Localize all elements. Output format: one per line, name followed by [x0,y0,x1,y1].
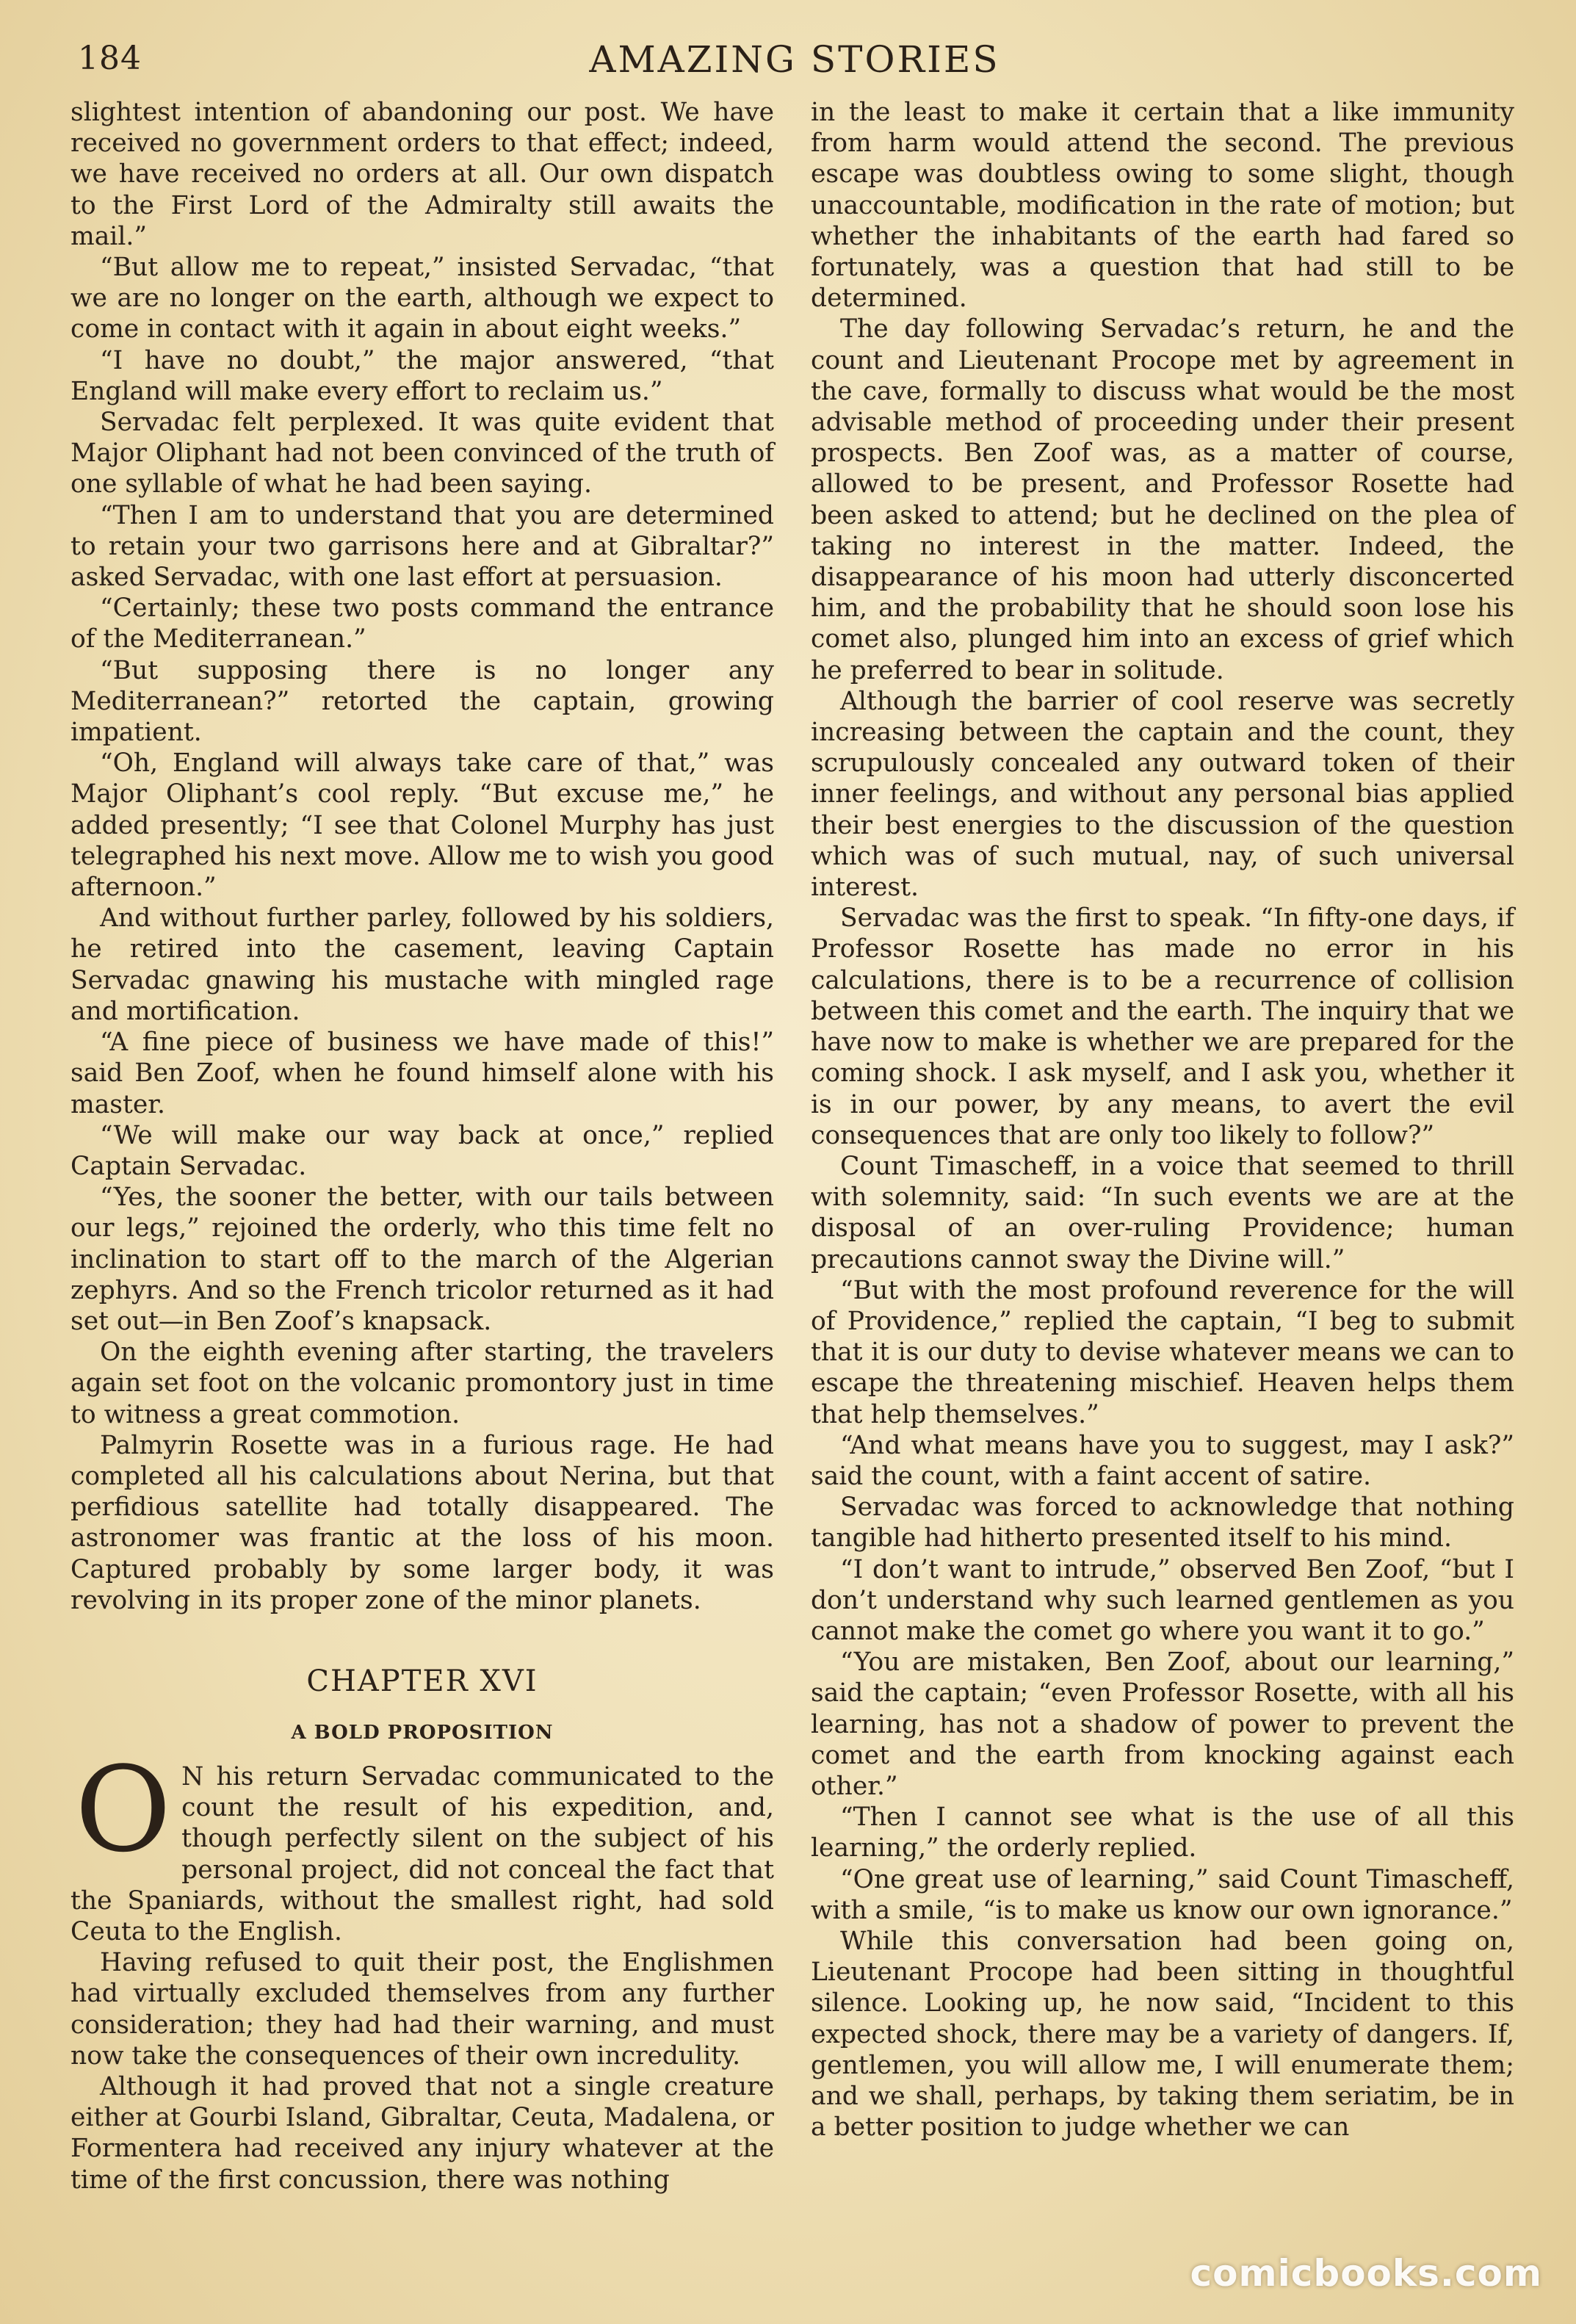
right-column [811,97,1514,2143]
paragraph: “Then I cannot see what is the use of all this learning,” the orderly replied. [811,1802,1514,1863]
paragraph: “Certainly; these two posts command the entrance of the Mediterranean.” [71,593,774,654]
left-column [71,97,774,2195]
paragraph: “Yes, the sooner the better, with our tails between our legs,” rejoined the orderly, who this time felt no inclination to start off to the march of the Algerian zephyrs. And so the French tricolor returned as it had set out—in Ben Zoof’s knapsack. [71,1183,774,1336]
paragraph: Although the barrier of cool reserve was secretly increasing between the captain and the count, they scrupulously concealed any outward token of their inner feelings, and without any personal bias applied their best energies to the discussion of the question which was of such mutual, nay, of such universal interest. [811,686,1514,903]
paragraph: “Then I am to understand that you are determined to retain your two garrisons here and at Gibraltar?” asked Servadac, with one last effort at persuasion. [71,500,774,593]
paragraph: And without further parley, followed by his soldiers, he retired into the casement, leaving Captain Servadac gnawing his mustache with mingled rage and mortification. [71,903,774,1026]
page-header [68,35,1522,94]
paragraph: “We will make our way back at once,” replied Captain Servadac. [71,1120,774,1181]
paragraph: Although it had proved that not a single creature either at Gourbi Island, Gibraltar, Ceuta, Madalena, or Formentera had received any injury whatever at the time of the first concussion, there was nothing [71,2071,774,2195]
paragraph: “You are mistaken, Ben Zoof, about our learning,” said the captain; “even Professor Rosette, with all his learning, has not a shadow of power to prevent the comet and the earth from knocking against each other.” [811,1648,1514,1801]
chapter-subtitle: A BOLD PROPOSITION [291,1721,554,1744]
chapter-opening-text: N his return Servadac communicated to the count the result of his expedition, and, though perfectly silent on the subject of his personal project, did not conceal the fact that the Spaniards, without the smallest right, had sold Ceuta to the English. [71,1761,774,1946]
paragraph: “A fine piece of business we have made of this!” said Ben Zoof, when he found himself alone with his master. [71,1028,774,1119]
paragraph: While this conversation had been going on, Lieutenant Procope had been sitting in thoughtful silence. Looking up, he now said, “Incident to this expected shock, there may be a variety of dangers. If, gentlemen, you will allow me, I will enumerate them; and we shall, perhaps, by taking them seriatim, be in a better position to judge whether we can [811,1926,1514,2143]
paragraph: in the least to make it certain that a like immunity from harm would attend the second. The previous escape was doubtless owing to some slight, though unaccountable, modification in the rate of motion; but whether the inhabitants of the earth had fared so fortunately, was a question that had still to be determined. [811,98,1514,314]
paragraph: “But with the most profound reverence for the will of Providence,” replied the captain, “I beg to submit that it is our duty to devise whatever means we can to escape the threatening mischief. Heaven helps them that help themselves.” [811,1275,1514,1429]
paragraph: “But allow me to repeat,” insisted Servadac, “that we are no longer on the earth, although we expect to come in contact with it again in about eight weeks.” [71,253,774,344]
paragraph: Servadac felt perplexed. It was quite evident that Major Oliphant had not been convinced of the truth of one syllable of what he had been saying. [71,408,774,499]
paragraph: “Oh, England will always take care of that,” was Major Oliphant’s cool reply. “But excuse me,” he added presently; “I see that Colonel Murphy has just telegraphed his next move. Allow me to wish you good afternoon.” [71,748,774,903]
paragraph: Palmyrin Rosette was in a furious rage. He had completed all his calculations about Nerina, but that perfidious satellite had totally disappeared. The astronomer was frantic at the loss of his moon. Captured probably by some larger body, it was revolving in its proper zone of the minor planets. [71,1430,774,1615]
paragraph: Having refused to quit their post, the Englishmen had virtually excluded themselves from any further consideration; they had had their warning, and must now take the consequences of their own incredulity. [71,1948,774,2071]
magazine-title: AMAZING STORIES [589,38,1000,81]
watermark: comicbooks.com [1190,2252,1542,2295]
paragraph: “One great use of learning,” said Count Timascheff, with a smile, “is to make us know our own ignorance.” [811,1864,1514,1925]
chapter-title: CHAPTER XVI [306,1664,538,1698]
paragraph: “I have no doubt,” the major answered, “that England will make every effort to reclaim us.” [71,345,774,406]
paragraph: The day following Servadac’s return, he and the count and Lieutenant Procope met by agreement in the cave, formally to discuss what would be the most advisable method of proceeding under their present prospects. Ben Zoof was, as a matter of course, allowed to be present, and Professor Rosette had been asked to attend; but he declined on the plea of taking no interest in the matter. Indeed, the disappearance of his moon had utterly disconcerted him, and the probability that he should soon lose his comet also, plunged him into an excess of grief which he preferred to bear in solitude. [811,314,1514,685]
paragraph: “And what means have you to suggest, may I ask?” said the count, with a faint accent of satire. [811,1430,1514,1491]
paragraph: On the eighth evening after starting, the travelers again set foot on the volcanic promontory just in time to witness a great commotion. [71,1338,774,1429]
chapter-opening-paragraph [71,1740,774,1947]
drop-cap: O [75,1740,172,1878]
page-number: 184 [78,40,142,77]
paragraph: “I don’t want to intrude,” observed Ben Zoof, “but I don’t understand why such learned gentlemen as you cannot make the comet go where you want it to go.” [811,1554,1514,1646]
paragraph: Count Timascheff, in a voice that seemed to thrill with solemnity, said: “In such events we are at the disposal of an over-ruling Providence; human precautions cannot sway the Divine will.” [811,1151,1514,1274]
paragraph: slightest intention of abandoning our post. We have received no government orders to that effect; indeed, we have received no orders at all. Our own dispatch to the First Lord of the Admiralty still awaits the mail.” [71,98,774,251]
paragraph: Servadac was forced to acknowledge that nothing tangible had hitherto presented itself to his mind. [811,1493,1514,1553]
paragraph: Servadac was the first to speak. “In fifty-one days, if Professor Rosette has made no error in his calculations, there is to be a recurrence of collision between this comet and the earth. The inquiry that we have now to make is whether we are prepared for the coming shock. I ask myself, and I ask you, whether it is in our power, by any means, to avert the evil consequences that are only too likely to follow?” [811,903,1514,1150]
paragraph: “But supposing there is no longer any Mediterranean?” retorted the captain, growing impatient. [71,655,774,748]
